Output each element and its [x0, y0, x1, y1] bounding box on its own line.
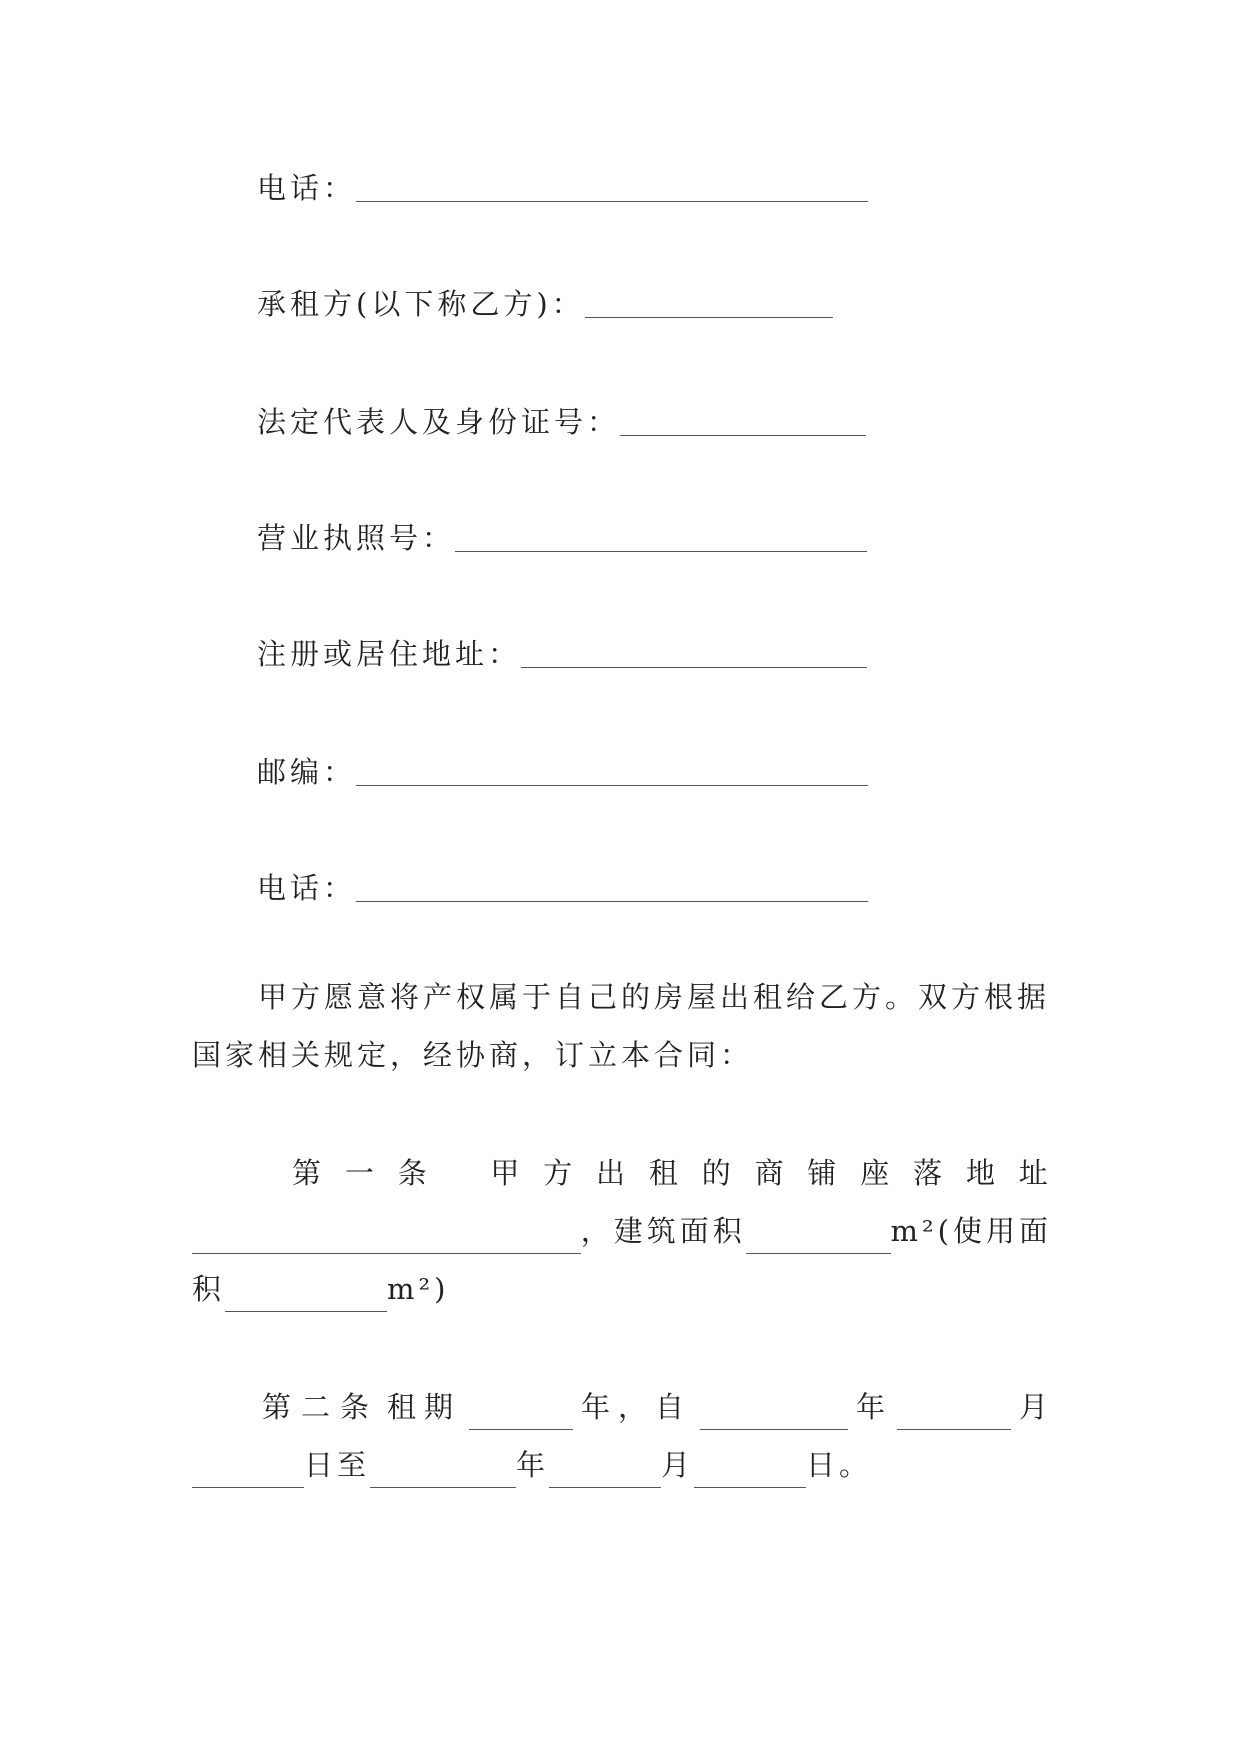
- article-1-spacer: [451, 1144, 471, 1202]
- article-1-char: 条: [397, 1156, 431, 1190]
- phone-blank[interactable]: [356, 171, 868, 202]
- area-prefix: 积: [192, 1272, 226, 1306]
- phone-blank[interactable]: [356, 871, 868, 902]
- article-1: [192, 1144, 1052, 1318]
- intro-line-1: 甲方愿意将产权属于自己的房屋出租给乙方。双方根据: [258, 980, 1051, 1014]
- article-2-line-1: [192, 1378, 1052, 1436]
- legal-rep-field: [257, 402, 866, 442]
- start-month-blank[interactable]: [897, 1399, 1011, 1430]
- postcode-label: 邮编：: [257, 755, 357, 789]
- unit-close: m²): [387, 1272, 450, 1306]
- article-1-char: 的: [701, 1156, 735, 1190]
- end-month-label: 月: [661, 1448, 695, 1482]
- usable-area-blank[interactable]: [225, 1281, 387, 1312]
- lessee-label: 承租方(以下称乙方)：: [257, 287, 585, 321]
- article-1-char: 落: [913, 1156, 947, 1190]
- article-1-line-1: [192, 1144, 1052, 1202]
- end-label: 日。: [806, 1448, 873, 1482]
- location-blank[interactable]: [192, 1223, 581, 1254]
- end-year-blank[interactable]: [370, 1457, 516, 1488]
- day-to-label: 日至: [304, 1448, 371, 1482]
- article-1-char: 租: [648, 1156, 682, 1190]
- license-field: [257, 518, 867, 558]
- article-1-char: 甲: [490, 1156, 524, 1190]
- license-label: 营业执照号：: [257, 521, 456, 555]
- article-1-line-2: [192, 1202, 1052, 1260]
- article-1-char: 址: [1018, 1156, 1052, 1190]
- address-blank[interactable]: [521, 637, 867, 668]
- article-2-title: 第二条: [262, 1390, 380, 1424]
- article-1-char: 第: [292, 1156, 326, 1190]
- article-2-line-2: [192, 1436, 1052, 1494]
- article-1-char: 商: [754, 1156, 788, 1190]
- address-field: [257, 634, 867, 674]
- article-1-char: 一: [344, 1156, 378, 1190]
- term-years-blank[interactable]: [469, 1399, 573, 1430]
- postcode-blank[interactable]: [356, 755, 868, 786]
- article-1-char: 方: [543, 1156, 577, 1190]
- lessee-field: [257, 284, 833, 324]
- start-year-blank[interactable]: [700, 1399, 848, 1430]
- intro-paragraph: [192, 968, 1052, 1084]
- license-blank[interactable]: [455, 521, 867, 552]
- building-area-label: 建筑面积: [613, 1214, 746, 1248]
- year-from-label: 年，自: [580, 1390, 692, 1424]
- year-label: 年: [855, 1390, 889, 1424]
- legal-rep-blank[interactable]: [620, 405, 866, 436]
- end-day-blank[interactable]: [694, 1457, 806, 1488]
- lessee-blank[interactable]: [585, 287, 833, 318]
- postcode-field: [257, 752, 868, 792]
- phone-label: 电话：: [257, 871, 357, 905]
- end-month-blank[interactable]: [549, 1457, 661, 1488]
- building-area-blank[interactable]: [746, 1223, 891, 1254]
- end-year-label: 年: [516, 1448, 550, 1482]
- address-label: 注册或居住地址：: [257, 637, 522, 671]
- article-1-char: 座: [860, 1156, 894, 1190]
- article-1-line-3: [192, 1260, 1052, 1318]
- article-1-char: 铺: [807, 1156, 841, 1190]
- intro-line-2: 国家相关规定，经协商，订立本合同：: [192, 1038, 754, 1072]
- phone-field-2: [257, 868, 868, 908]
- unit-usable-area: m²(使用面: [890, 1214, 1052, 1248]
- legal-rep-label: 法定代表人及身份证号：: [257, 405, 621, 439]
- phone-label: 电话：: [257, 171, 357, 205]
- article-2: [192, 1378, 1052, 1494]
- term-label: 租期: [387, 1390, 462, 1424]
- article-1-char: 出: [596, 1156, 630, 1190]
- month-label: 月: [1018, 1390, 1052, 1424]
- article-1-char: 地: [965, 1156, 999, 1190]
- phone-field-1: [257, 168, 868, 208]
- comma: ，: [580, 1214, 614, 1248]
- start-day-blank[interactable]: [192, 1457, 304, 1488]
